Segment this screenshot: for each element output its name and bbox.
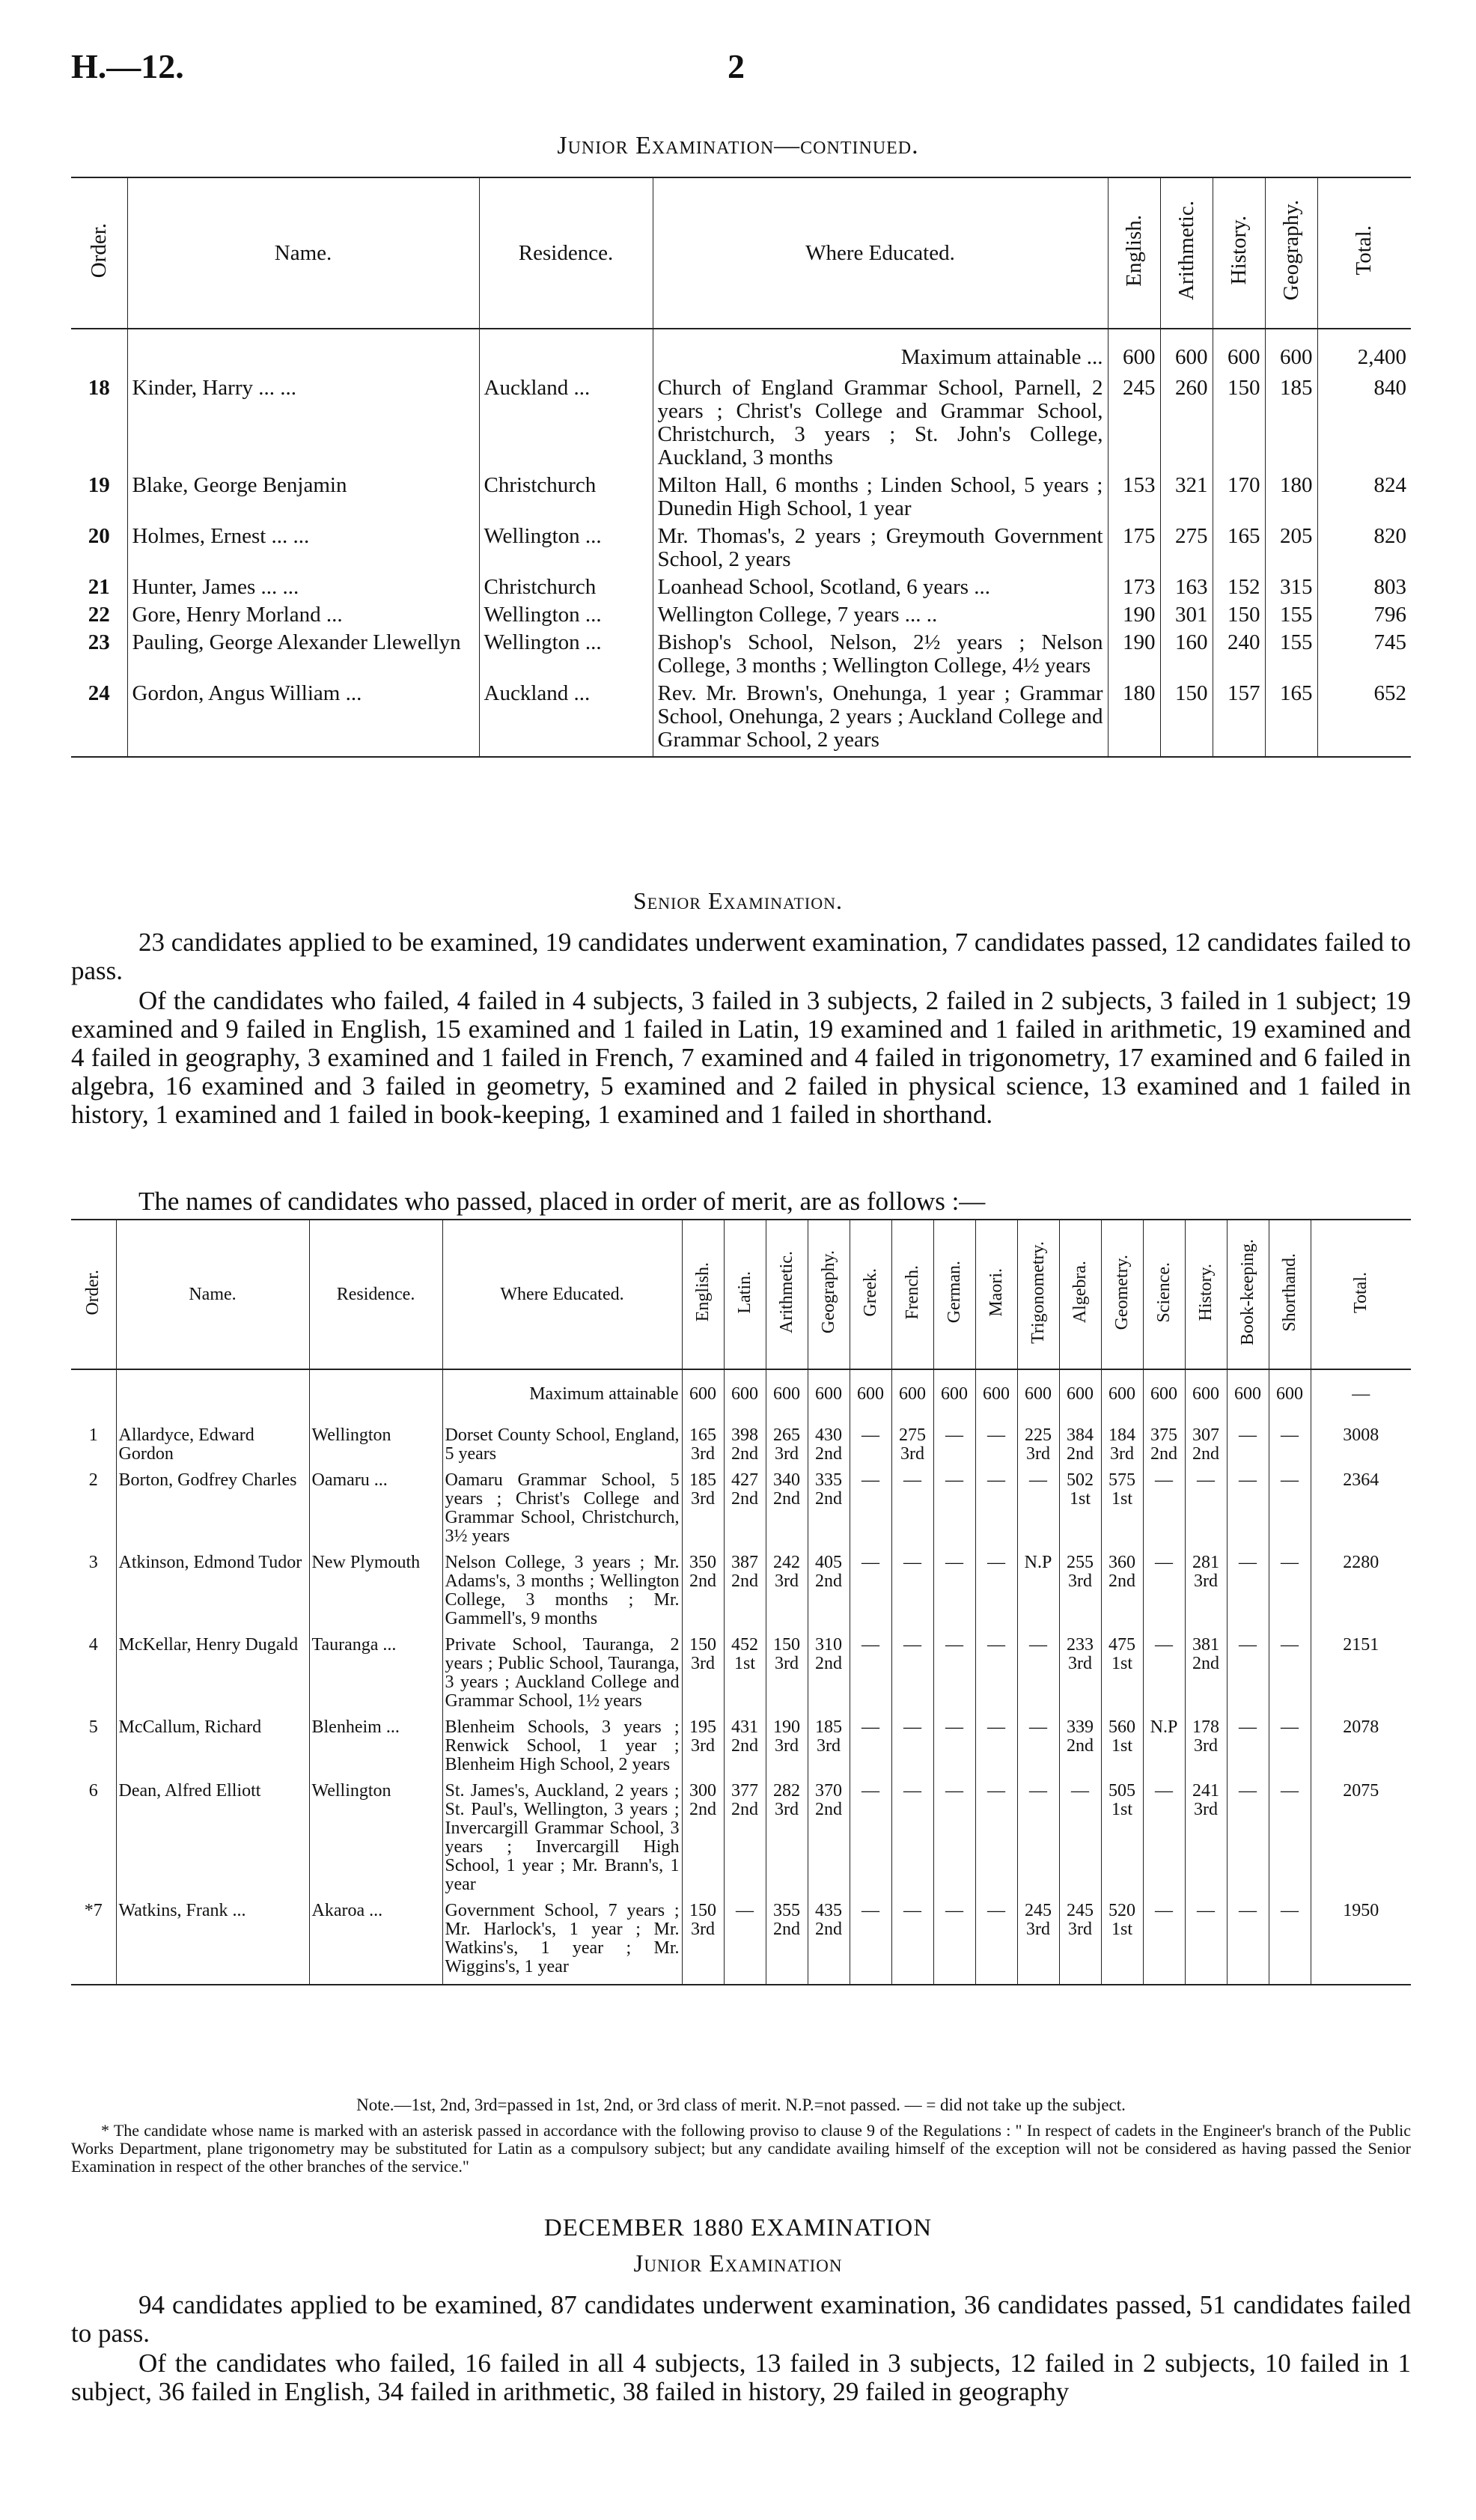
score-cell: 405 2nd: [808, 1553, 850, 1636]
total-score-cell: 820: [1317, 525, 1411, 576]
where-educated-cell: Rev. Mr. Brown's, Onehunga, 1 year ; Grammar School, Onehunga, 2 years ; Auckland College and Grammar School, 2 years: [653, 682, 1108, 757]
max-label: Maximum attainable ...: [653, 329, 1108, 377]
table-row: [71, 576, 1411, 603]
score-cell: 260: [1160, 377, 1213, 474]
score-cell: —: [850, 1553, 891, 1636]
score-cell: —: [1143, 1782, 1185, 1902]
total-score-cell: 824: [1317, 474, 1411, 525]
max-value: —: [1311, 1369, 1411, 1426]
score-cell: 281 3rd: [1185, 1553, 1227, 1636]
score-cell: —: [933, 1782, 975, 1902]
name-cell: McKellar, Henry Dugald: [116, 1636, 309, 1718]
max-label: Maximum attainable: [442, 1369, 682, 1426]
score-cell: 520 1st: [1101, 1902, 1143, 1985]
score-cell: 175: [1108, 525, 1160, 576]
col-subject-header: Book-keeping.: [1227, 1220, 1269, 1369]
name-cell: Blake, George Benjamin: [127, 474, 479, 525]
score-cell: 180: [1108, 682, 1160, 757]
max-value: 600: [1227, 1369, 1269, 1426]
score-cell: 173: [1108, 576, 1160, 603]
score-cell: —: [1017, 1636, 1059, 1718]
where-educated-cell: Nelson College, 3 years ; Mr. Adams's, 3 months ; Wellington College, 3 months ; Mr. Gammell's, 9 months: [442, 1553, 682, 1636]
score-cell: 452 1st: [724, 1636, 766, 1718]
score-cell: 184 3rd: [1101, 1426, 1143, 1471]
total-score-cell: 2364: [1311, 1471, 1411, 1553]
where-educated-cell: Bishop's School, Nelson, 2½ years ; Nelson College, 3 months ; Wellington College, 4½ years: [653, 631, 1108, 682]
order-cell: 1: [88, 1425, 98, 1445]
score-cell: 245 3rd: [1059, 1902, 1101, 1985]
col-subject-header: History.: [1185, 1220, 1227, 1369]
col-subject-header: Greek.: [850, 1220, 891, 1369]
score-cell: 384 2nd: [1059, 1426, 1101, 1471]
name-cell: Gordon, Angus William ...: [127, 682, 479, 757]
table-row: [71, 1553, 1411, 1636]
score-cell: 265 3rd: [766, 1426, 808, 1471]
score-cell: 152: [1213, 576, 1265, 603]
residence-cell: Akaroa ...: [309, 1902, 442, 1985]
max-value: 600: [724, 1369, 766, 1426]
max-value: 2,400: [1317, 329, 1411, 377]
col-subject-header: Total.: [1311, 1220, 1411, 1369]
table-row: [71, 1718, 1411, 1782]
residence-cell: Wellington: [309, 1782, 442, 1902]
score-cell: —: [1017, 1718, 1059, 1782]
where-educated-cell: Mr. Thomas's, 2 years ; Greymouth Government School, 2 years: [653, 525, 1108, 576]
score-cell: —: [975, 1471, 1017, 1553]
max-value: 600: [1269, 1369, 1311, 1426]
score-cell: —: [850, 1471, 891, 1553]
order-cell: 23: [88, 630, 110, 654]
score-cell: —: [1143, 1636, 1185, 1718]
junior-results-table: [71, 177, 1411, 758]
score-cell: 335 2nd: [808, 1471, 850, 1553]
order-cell: 24: [88, 681, 110, 705]
total-score-cell: 2078: [1311, 1718, 1411, 1782]
col-subject-header: Science.: [1143, 1220, 1185, 1369]
score-cell: 165 3rd: [682, 1426, 724, 1471]
score-cell: —: [724, 1902, 766, 1985]
score-cell: 350 2nd: [682, 1553, 724, 1636]
asterisk-footnote: * The candidate whose name is marked with an asterisk passed in accordance with the following proviso to clause 9 of the Regulations : " In respect of cadets in the Engineer's branch of the Public Works Department, plane trigonometry may be substituted for Latin as a compulsory subject; but any candidate availing himself of the exception will not be considered as having passed the Senior Examination in respect of the other branches of the service.": [71, 2121, 1411, 2176]
residence-cell: Oamaru ...: [309, 1471, 442, 1553]
col-subject-header: Algebra.: [1059, 1220, 1101, 1369]
col-subject-header: German.: [933, 1220, 975, 1369]
total-score-cell: 745: [1317, 631, 1411, 682]
score-cell: 241 3rd: [1185, 1782, 1227, 1902]
score-cell: —: [975, 1902, 1017, 1985]
score-cell: —: [1269, 1782, 1311, 1902]
col-geography-header: Geography.: [1265, 177, 1317, 329]
col-arithmetic-header: Arithmetic.: [1160, 177, 1213, 329]
max-value: 600: [1017, 1369, 1059, 1426]
junior-header-row: [71, 177, 1411, 329]
total-score-cell: 2075: [1311, 1782, 1411, 1902]
december-exam-title: DECEMBER 1880 EXAMINATION: [543, 2215, 933, 2241]
name-cell: Allardyce, Edward Gordon: [116, 1426, 309, 1471]
order-cell: 4: [88, 1635, 98, 1655]
order-cell: 2: [88, 1470, 98, 1490]
score-cell: —: [933, 1426, 975, 1471]
score-cell: 375 2nd: [1143, 1426, 1185, 1471]
december-failures-paragraph: Of the candidates who failed, 16 failed in all 4 subjects, 13 failed in 3 subjects, 12 failed in 2 subjects, 10 failed in 1 subject, 36 failed in English, 34 failed in arithmetic, 38 failed in history, 29 failed in geography: [71, 2349, 1411, 2406]
score-cell: 150: [1213, 377, 1265, 474]
where-educated-cell: Private School, Tauranga, 2 years ; Public School, Tauranga, 3 years ; Auckland College and Grammar School, 1½ years: [442, 1636, 682, 1718]
score-cell: —: [891, 1636, 933, 1718]
score-cell: 435 2nd: [808, 1902, 850, 1985]
score-cell: —: [1017, 1782, 1059, 1902]
score-cell: 170: [1213, 474, 1265, 525]
table-row: [71, 603, 1411, 631]
max-value: 600: [1059, 1369, 1101, 1426]
score-cell: 275: [1160, 525, 1213, 576]
total-score-cell: 3008: [1311, 1426, 1411, 1471]
score-cell: 387 2nd: [724, 1553, 766, 1636]
december-summary-paragraph: 94 candidates applied to be examined, 87 candidates underwent examination, 36 candidates passed, 51 candidates failed to pass.: [71, 2290, 1411, 2348]
total-score-cell: 840: [1317, 377, 1411, 474]
score-cell: 310 2nd: [808, 1636, 850, 1718]
score-cell: 160: [1160, 631, 1213, 682]
score-cell: 150 3rd: [682, 1902, 724, 1985]
max-attainable-row: [71, 329, 1411, 377]
col-subject-header: Shorthand.: [1269, 1220, 1311, 1369]
score-cell: —: [1269, 1718, 1311, 1782]
score-cell: 242 3rd: [766, 1553, 808, 1636]
score-cell: —: [1017, 1471, 1059, 1553]
score-cell: —: [1269, 1426, 1311, 1471]
max-value: 600: [1143, 1369, 1185, 1426]
where-educated-cell: Oamaru Grammar School, 5 years ; Christ's College and Grammar School, Christchurch, 3½ years: [442, 1471, 682, 1553]
score-cell: 307 2nd: [1185, 1426, 1227, 1471]
max-value: 600: [1101, 1369, 1143, 1426]
score-cell: 505 1st: [1101, 1782, 1143, 1902]
score-cell: 155: [1265, 631, 1317, 682]
score-cell: 282 3rd: [766, 1782, 808, 1902]
score-cell: 370 2nd: [808, 1782, 850, 1902]
table-row: [71, 1902, 1411, 1985]
score-cell: 205: [1265, 525, 1317, 576]
col-subject-header: Maori.: [975, 1220, 1017, 1369]
name-cell: Dean, Alfred Elliott: [116, 1782, 309, 1902]
score-cell: —: [1143, 1902, 1185, 1985]
score-cell: —: [1269, 1471, 1311, 1553]
name-cell: Atkinson, Edmond Tudor: [116, 1553, 309, 1636]
where-educated-cell: Blenheim Schools, 3 years ; Renwick School, 1 year ; Blenheim High School, 2 years: [442, 1718, 682, 1782]
score-cell: 560 1st: [1101, 1718, 1143, 1782]
senior-results-table: [71, 1219, 1411, 1985]
name-cell: Watkins, Frank ...: [116, 1902, 309, 1985]
score-cell: 153: [1108, 474, 1160, 525]
col-order-header: Order.: [83, 1269, 103, 1315]
december-junior-subtitle: Junior Examination: [633, 2250, 843, 2277]
table-row: [71, 525, 1411, 576]
score-cell: 355 2nd: [766, 1902, 808, 1985]
score-cell: —: [933, 1636, 975, 1718]
score-cell: —: [850, 1902, 891, 1985]
where-educated-cell: Government School, 7 years ; Mr. Harlock's, 1 year ; Mr. Watkins's, 1 year ; Mr. Wiggins's, 1 year: [442, 1902, 682, 1985]
table-row: [71, 377, 1411, 474]
score-cell: 165: [1265, 682, 1317, 757]
table-row: [71, 1636, 1411, 1718]
col-history-header: History.: [1213, 177, 1265, 329]
score-cell: 150: [1160, 682, 1213, 757]
max-value: 600: [1213, 329, 1265, 377]
senior-passed-intro: The names of candidates who passed, placed in order of merit, are as follows :—: [138, 1187, 986, 1216]
score-cell: —: [975, 1553, 1017, 1636]
order-cell: 6: [88, 1781, 98, 1801]
score-cell: 575 1st: [1101, 1471, 1143, 1553]
order-cell: 18: [88, 376, 110, 400]
col-subject-header: Latin.: [724, 1220, 766, 1369]
total-score-cell: 796: [1317, 603, 1411, 631]
senior-failures-paragraph: Of the candidates who failed, 4 failed in 4 subjects, 3 failed in 3 subjects, 2 failed in 2 subjects, 3 failed in 1 subject; 19 examined and 9 failed in English, 15 examined and 1 failed in Latin, 19 examined and 1 failed in arithmetic, 19 examined and 4 failed in geography, 3 examined and 1 failed in French, 7 examined and 4 failed in trigonometry, 17 examined and 6 failed in algebra, 16 examined and 3 failed in geometry, 5 examined and 2 failed in physical science, 13 examined and 1 failed in history, 1 examined and 1 failed in book-keeping, 1 examined and 1 failed in shorthand.: [71, 986, 1411, 1129]
col-where-header: Where Educated.: [653, 177, 1108, 329]
table-row: [71, 682, 1411, 757]
residence-cell: New Plymouth: [309, 1553, 442, 1636]
score-cell: 315: [1265, 576, 1317, 603]
max-value: 600: [808, 1369, 850, 1426]
col-subject-header: English.: [682, 1220, 724, 1369]
where-educated-cell: Church of England Grammar School, Parnell, 2 years ; Christ's College and Grammar School, Christchurch, 3 years ; St. John's College, Auckland, 3 months: [653, 377, 1108, 474]
max-attainable-row: [71, 1369, 1411, 1426]
score-cell: —: [933, 1718, 975, 1782]
max-value: 600: [850, 1369, 891, 1426]
score-cell: —: [1227, 1718, 1269, 1782]
order-cell: 19: [88, 473, 110, 497]
order-cell: 22: [88, 603, 110, 627]
residence-cell: Auckland ...: [479, 377, 653, 474]
residence-cell: Wellington ...: [479, 631, 653, 682]
score-cell: —: [1227, 1426, 1269, 1471]
residence-cell: Tauranga ...: [309, 1636, 442, 1718]
max-value: 600: [1108, 329, 1160, 377]
score-cell: 180: [1265, 474, 1317, 525]
col-subject-header: Arithmetic.: [766, 1220, 808, 1369]
score-cell: 398 2nd: [724, 1426, 766, 1471]
col-name-header: Name.: [116, 1220, 309, 1369]
col-residence-header: Residence.: [309, 1220, 442, 1369]
col-name-header: Name.: [127, 177, 479, 329]
name-cell: Pauling, George Alexander Llewellyn: [127, 631, 479, 682]
score-cell: 377 2nd: [724, 1782, 766, 1902]
score-cell: —: [891, 1553, 933, 1636]
score-cell: 185 3rd: [682, 1471, 724, 1553]
score-cell: 275 3rd: [891, 1426, 933, 1471]
max-value: 600: [975, 1369, 1017, 1426]
max-value: 600: [766, 1369, 808, 1426]
name-cell: Gore, Henry Morland ...: [127, 603, 479, 631]
score-cell: 190: [1108, 603, 1160, 631]
max-value: 600: [891, 1369, 933, 1426]
score-cell: —: [1269, 1636, 1311, 1718]
col-subject-header: Trigonometry.: [1017, 1220, 1059, 1369]
score-cell: 300 2nd: [682, 1782, 724, 1902]
score-cell: 233 3rd: [1059, 1636, 1101, 1718]
senior-exam-title: Senior Examination.: [632, 887, 844, 914]
score-cell: 339 2nd: [1059, 1718, 1101, 1782]
junior-continued-title: Junior Examination—continued.: [557, 132, 919, 159]
col-subject-header: Geography.: [808, 1220, 850, 1369]
score-cell: 150: [1213, 603, 1265, 631]
score-cell: 431 2nd: [724, 1718, 766, 1782]
score-cell: 245 3rd: [1017, 1902, 1059, 1985]
col-subject-header: French.: [891, 1220, 933, 1369]
where-educated-cell: Milton Hall, 6 months ; Linden School, 5 years ; Dunedin High School, 1 year: [653, 474, 1108, 525]
order-cell: 3: [88, 1553, 98, 1572]
score-cell: 301: [1160, 603, 1213, 631]
col-subject-header: Geometry.: [1101, 1220, 1143, 1369]
max-value: 600: [1160, 329, 1213, 377]
score-cell: —: [891, 1782, 933, 1902]
score-cell: —: [891, 1902, 933, 1985]
max-value: 600: [1265, 329, 1317, 377]
col-where-header: Where Educated.: [442, 1220, 682, 1369]
residence-cell: Wellington ...: [479, 525, 653, 576]
score-cell: 155: [1265, 603, 1317, 631]
where-educated-cell: St. James's, Auckland, 2 years ; St. Paul's, Wellington, 3 years ; Invercargill Grammar School, 3 years ; Invercargill High School, 1 year ; Mr. Brann's, 1 year: [442, 1782, 682, 1902]
score-cell: 340 2nd: [766, 1471, 808, 1553]
score-cell: 502 1st: [1059, 1471, 1101, 1553]
page-number: 2: [728, 47, 745, 85]
score-cell: —: [975, 1426, 1017, 1471]
score-cell: 150 3rd: [682, 1636, 724, 1718]
table-row: [71, 474, 1411, 525]
score-cell: —: [933, 1902, 975, 1985]
score-cell: —: [1227, 1636, 1269, 1718]
order-cell: 5: [88, 1717, 98, 1737]
table-row: [71, 631, 1411, 682]
score-cell: 381 2nd: [1185, 1636, 1227, 1718]
score-cell: —: [1059, 1782, 1101, 1902]
score-cell: —: [1185, 1902, 1227, 1985]
residence-cell: Christchurch: [479, 474, 653, 525]
name-cell: Holmes, Ernest ... ...: [127, 525, 479, 576]
col-order-header: Order.: [86, 222, 111, 279]
table-row: [71, 1471, 1411, 1553]
score-cell: 185: [1265, 377, 1317, 474]
col-english-header: English.: [1108, 177, 1160, 329]
senior-summary-paragraph: 23 candidates applied to be examined, 19 candidates underwent examination, 7 candidates passed, 12 candidates failed to pass.: [71, 928, 1411, 985]
col-total-header: Total.: [1317, 177, 1411, 329]
score-cell: —: [1227, 1553, 1269, 1636]
score-cell: 430 2nd: [808, 1426, 850, 1471]
score-cell: —: [891, 1718, 933, 1782]
total-score-cell: 803: [1317, 576, 1411, 603]
max-value: 600: [933, 1369, 975, 1426]
score-cell: —: [850, 1636, 891, 1718]
score-cell: —: [1269, 1902, 1311, 1985]
score-cell: N.P: [1017, 1553, 1059, 1636]
total-score-cell: 2151: [1311, 1636, 1411, 1718]
max-value: 600: [682, 1369, 724, 1426]
where-educated-cell: Wellington College, 7 years ... ..: [653, 603, 1108, 631]
table-row: [71, 1782, 1411, 1902]
score-cell: —: [1227, 1902, 1269, 1985]
score-cell: 240: [1213, 631, 1265, 682]
score-cell: —: [933, 1553, 975, 1636]
score-cell: —: [850, 1718, 891, 1782]
score-cell: —: [1143, 1471, 1185, 1553]
score-cell: —: [1185, 1471, 1227, 1553]
score-cell: 255 3rd: [1059, 1553, 1101, 1636]
name-cell: Hunter, James ... ...: [127, 576, 479, 603]
score-cell: —: [850, 1426, 891, 1471]
score-cell: 475 1st: [1101, 1636, 1143, 1718]
score-cell: 195 3rd: [682, 1718, 724, 1782]
score-cell: 190 3rd: [766, 1718, 808, 1782]
score-cell: —: [975, 1718, 1017, 1782]
total-score-cell: 652: [1317, 682, 1411, 757]
score-cell: 165: [1213, 525, 1265, 576]
score-cell: 185 3rd: [808, 1718, 850, 1782]
col-residence-header: Residence.: [479, 177, 653, 329]
score-cell: 427 2nd: [724, 1471, 766, 1553]
score-cell: —: [975, 1782, 1017, 1902]
score-cell: N.P: [1143, 1718, 1185, 1782]
page-reference: H.—12.: [71, 47, 184, 85]
residence-cell: Wellington ...: [479, 603, 653, 631]
name-cell: Kinder, Harry ... ...: [127, 377, 479, 474]
score-cell: —: [891, 1471, 933, 1553]
name-cell: McCallum, Richard: [116, 1718, 309, 1782]
total-score-cell: 1950: [1311, 1902, 1411, 1985]
score-cell: —: [1143, 1553, 1185, 1636]
score-cell: 190: [1108, 631, 1160, 682]
where-educated-cell: Loanhead School, Scotland, 6 years ...: [653, 576, 1108, 603]
where-educated-cell: Dorset County School, England, 5 years: [442, 1426, 682, 1471]
table-row: [71, 1426, 1411, 1471]
residence-cell: Blenheim ...: [309, 1718, 442, 1782]
score-cell: —: [933, 1471, 975, 1553]
score-cell: —: [975, 1636, 1017, 1718]
score-cell: 225 3rd: [1017, 1426, 1059, 1471]
score-cell: 178 3rd: [1185, 1718, 1227, 1782]
score-cell: 321: [1160, 474, 1213, 525]
score-cell: 245: [1108, 377, 1160, 474]
order-cell: 21: [88, 575, 110, 599]
score-cell: 157: [1213, 682, 1265, 757]
order-cell: *7: [84, 1901, 103, 1920]
score-cell: —: [1269, 1553, 1311, 1636]
total-score-cell: 2280: [1311, 1553, 1411, 1636]
senior-header-row: [71, 1220, 1411, 1369]
score-cell: 150 3rd: [766, 1636, 808, 1718]
table-note: Note.—1st, 2nd, 3rd=passed in 1st, 2nd, or 3rd class of merit. N.P.=not passed. — = did not take up the subject.: [356, 2096, 1126, 2114]
score-cell: 360 2nd: [1101, 1553, 1143, 1636]
residence-cell: Auckland ...: [479, 682, 653, 757]
residence-cell: Wellington: [309, 1426, 442, 1471]
score-cell: 163: [1160, 576, 1213, 603]
score-cell: —: [1227, 1782, 1269, 1902]
order-cell: 20: [88, 524, 110, 548]
residence-cell: Christchurch: [479, 576, 653, 603]
score-cell: —: [1227, 1471, 1269, 1553]
max-value: 600: [1185, 1369, 1227, 1426]
name-cell: Borton, Godfrey Charles: [116, 1471, 309, 1553]
score-cell: —: [850, 1782, 891, 1902]
